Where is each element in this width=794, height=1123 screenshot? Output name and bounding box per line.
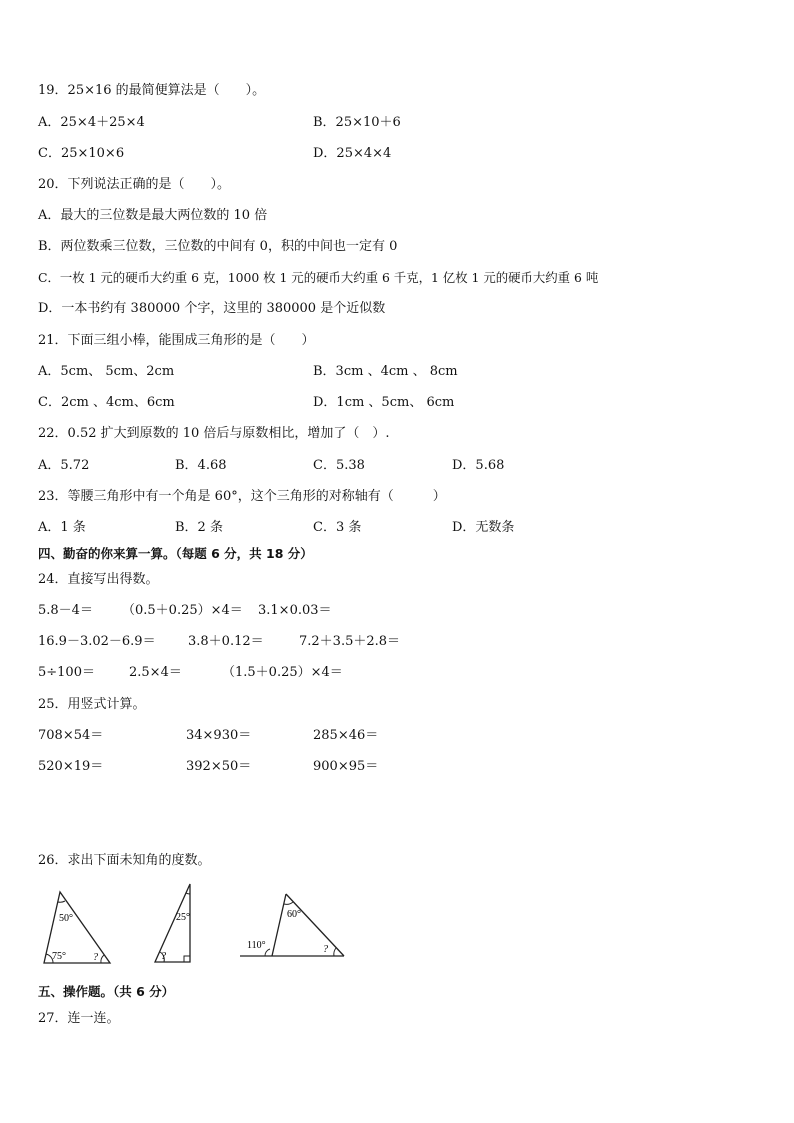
q22-stem: 22．0.52 扩大到原数的 10 倍后与原数相比，增加了（ ）. bbox=[38, 426, 390, 441]
q24-item: （1.5＋0.25）×4＝ bbox=[222, 665, 343, 680]
q24-item: 5.8－4＝ bbox=[38, 603, 93, 618]
q23-stem: 23．等腰三角形中有一个角是 60°，这个三角形的对称轴有（ ） bbox=[38, 489, 446, 504]
q21-stem: 21．下面三组小棒，能围成三角形的是（ ） bbox=[38, 333, 315, 348]
triangle-figure-3 bbox=[238, 888, 350, 962]
q24-item: 5÷100＝ bbox=[38, 665, 95, 680]
q24-item: 16.9－3.02－6.9＝ bbox=[38, 634, 156, 649]
q25-item: 900×95＝ bbox=[313, 759, 379, 774]
tri1-left-angle-label: 75° bbox=[52, 951, 66, 962]
q24-item: 2.5×4＝ bbox=[129, 665, 182, 680]
q25-stem: 25．用竖式计算。 bbox=[38, 697, 146, 712]
q21-option-a: A．5cm、 5cm、2cm bbox=[38, 364, 175, 379]
triangle-figure-2 bbox=[150, 880, 200, 966]
q25-item: 392×50＝ bbox=[186, 759, 252, 774]
q24-item: 3.8＋0.12＝ bbox=[188, 634, 264, 649]
q25-item: 708×54＝ bbox=[38, 728, 104, 743]
q21-option-c: C．2cm 、4cm、6cm bbox=[38, 395, 175, 410]
q19-option-a: A．25×4＋25×4 bbox=[38, 115, 145, 130]
q23-option-c: C．3 条 bbox=[313, 520, 362, 535]
q23-option-d: D．无数条 bbox=[452, 520, 515, 535]
q22-option-a: A．5.72 bbox=[38, 458, 90, 473]
tri3-exterior-angle-label: 110° bbox=[247, 940, 266, 951]
q25-item: 520×19＝ bbox=[38, 759, 104, 774]
section-5-heading: 五、操作题。（共 6 分） bbox=[38, 984, 175, 999]
q25-item: 285×46＝ bbox=[313, 728, 379, 743]
q19-option-b: B．25×10＋6 bbox=[313, 115, 401, 130]
q24-item: （0.5＋0.25）×4＝ bbox=[122, 603, 243, 618]
q21-option-d: D．1cm 、5cm、 6cm bbox=[313, 395, 455, 410]
tri3-top-angle-label: 60° bbox=[287, 909, 301, 920]
tri3-unknown-angle-label: ? bbox=[323, 944, 328, 955]
q19-option-d: D．25×4×4 bbox=[313, 146, 392, 161]
q20-stem: 20．下列说法正确的是（ ）。 bbox=[38, 177, 231, 192]
tri1-top-angle-label: 50° bbox=[59, 913, 73, 924]
q20-option-a: A．最大的三位数是最大两位数的 10 倍 bbox=[38, 208, 268, 223]
q24-item: 3.1×0.03＝ bbox=[258, 603, 332, 618]
q25-item: 34×930＝ bbox=[186, 728, 252, 743]
q22-option-d: D．5.68 bbox=[452, 458, 505, 473]
q27-stem: 27．连一连。 bbox=[38, 1011, 120, 1026]
q20-option-d: D．一本书约有 380000 个字，这里的 380000 是个近似数 bbox=[38, 301, 386, 316]
q23-option-b: B．2 条 bbox=[175, 520, 223, 535]
q20-option-b: B．两位数乘三位数，三位数的中间有 0，积的中间也一定有 0 bbox=[38, 239, 398, 254]
q22-option-c: C．5.38 bbox=[313, 458, 365, 473]
triangle-figure-1 bbox=[38, 888, 118, 968]
tri1-unknown-angle-label: ? bbox=[93, 952, 98, 963]
q23-option-a: A．1 条 bbox=[38, 520, 86, 535]
q22-option-b: B．4.68 bbox=[175, 458, 227, 473]
section-4-heading: 四、勤奋的你来算一算。（每题 6 分，共 18 分） bbox=[38, 546, 313, 561]
q26-stem: 26．求出下面未知角的度数。 bbox=[38, 853, 211, 868]
q19-stem: 19．25×16 的最简便算法是（ ）。 bbox=[38, 83, 266, 98]
tri2-unknown-angle-label: ? bbox=[161, 951, 166, 962]
q19-option-c: C．25×10×6 bbox=[38, 146, 125, 161]
q24-stem: 24．直接写出得数。 bbox=[38, 572, 159, 587]
q24-item: 7.2＋3.5＋2.8＝ bbox=[299, 634, 401, 649]
q20-option-c: C．一枚 1 元的硬币大约重 6 克，1000 枚 1 元的硬币大约重 6 千克，1 亿枚 1 元的硬币大约重 6 吨 bbox=[38, 270, 599, 285]
q21-option-b: B．3cm 、4cm 、 8cm bbox=[313, 364, 458, 379]
tri2-top-angle-label: 25° bbox=[176, 912, 190, 923]
